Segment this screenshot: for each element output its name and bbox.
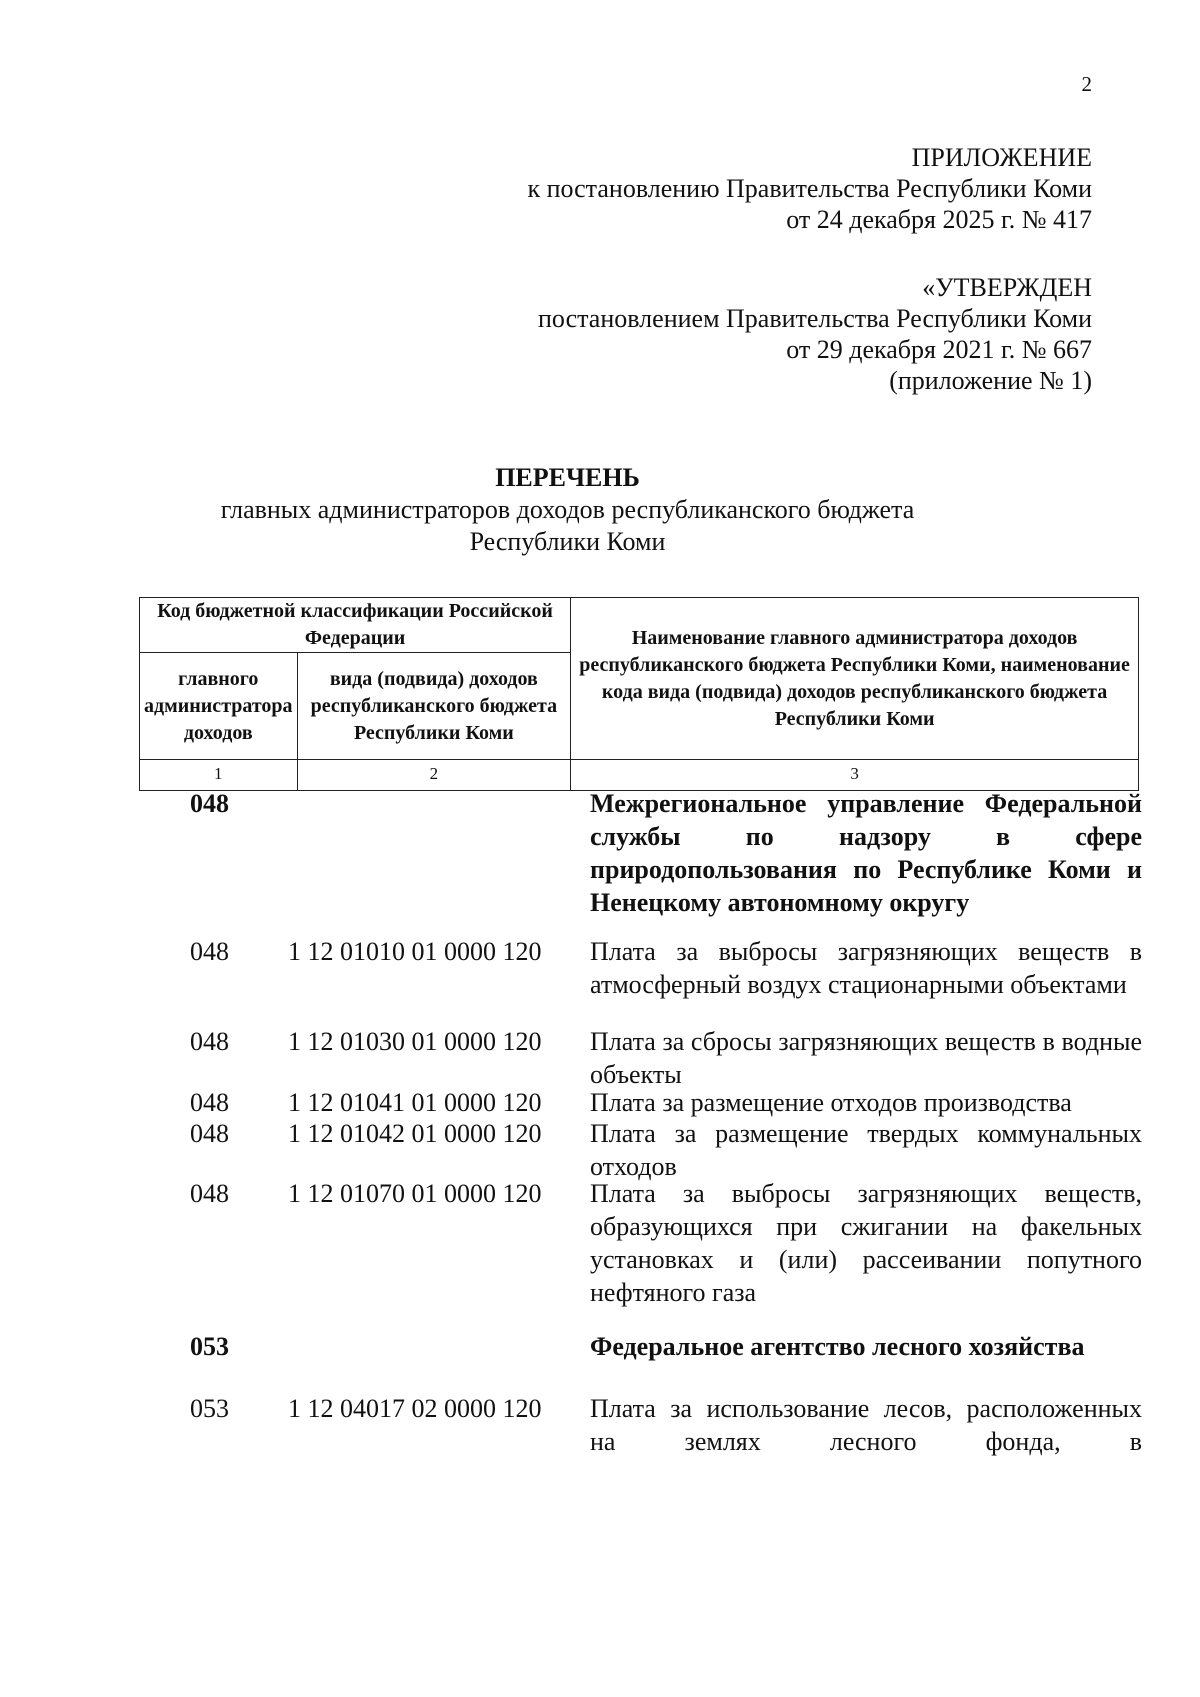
header-group-cell: Код бюджетной классификации Российской Федерации [140,598,571,653]
row-name: Плата за использование лесов, расположенных на землях лесного фонда, в [590,1394,1142,1456]
document-title: ПЕРЕЧЕНЬ [495,463,640,492]
row-name: Плата за выбросы загрязняющих веществ, образующихся при сжигании на факельных установках и (или) рассеивании попутного нефтяного газа [590,1179,1142,1307]
header-code-cell: вида (подвида) доходов республиканского бюджета Республики Коми [297,653,571,760]
header-num-2: 2 [297,760,571,791]
row-admin-code: 048 [190,1027,229,1056]
approved-label: «УТВЕРЖДЕН [922,273,1092,302]
row-name: Федеральное агентство лесного хозяйства [590,1332,1085,1361]
row-income-code: 1 12 04017 02 0000 120 [288,1394,542,1423]
subtitle-line-1: главных администраторов доходов республиканского бюджета [220,495,915,524]
row-admin-code: 048 [190,1088,229,1117]
approved-resolution: постановлением Правительства Республики Коми [538,304,1092,333]
document-subtitle [0,494,1135,558]
row-income-code: 1 12 01041 01 0000 120 [288,1088,542,1117]
appendix-resolution: к постановлению Правительства Республики Коми [527,174,1092,203]
row-name: Плата за размещение твердых коммунальных отходов [590,1119,1142,1181]
appendix-date: от 24 декабря 2025 г. № 417 [786,205,1092,234]
row-name: Межрегиональное управление Федеральной службы по надзору в сфере природопользования по Республике Коми и Ненецкому автономному округу [590,789,1142,917]
row-admin-code: 048 [190,1179,229,1208]
row-name: Плата за выбросы загрязняющих веществ в атмосферный воздух стационарными объектами [590,937,1142,999]
row-income-code: 1 12 01030 01 0000 120 [288,1027,542,1056]
row-name: Плата за сбросы загрязняющих веществ в водные объекты [590,1027,1142,1089]
row-income-code: 1 12 01070 01 0000 120 [288,1179,542,1208]
row-income-code: 1 12 01010 01 0000 120 [288,937,542,966]
row-name: Плата за размещение отходов производства [590,1088,1072,1117]
row-income-code: 1 12 01042 01 0000 120 [288,1119,542,1148]
appendix-label: ПРИЛОЖЕНИЕ [911,143,1092,172]
row-admin-code: 053 [190,1332,229,1361]
row-admin-code: 053 [190,1394,229,1423]
row-admin-code: 048 [190,789,229,818]
row-admin-code: 048 [190,937,229,966]
header-num-1: 1 [140,760,298,791]
classification-header-table [139,597,1139,791]
approved-appendix-number: (приложение № 1) [889,366,1092,395]
header-admin-cell: главного администратора доходов [140,653,298,760]
header-name-cell: Наименование главного администратора доходов республиканского бюджета Республики Коми, наименование кода вида (подвида) доходов республиканского бюджета Республики Коми [571,598,1139,760]
page-number: 2 [1081,72,1092,96]
header-num-3: 3 [571,760,1139,791]
subtitle-line-2: Республики Коми [469,527,666,556]
approved-block [538,272,1092,396]
appendix-block [527,142,1092,235]
approved-date: от 29 декабря 2021 г. № 667 [786,335,1092,364]
row-admin-code: 048 [190,1119,229,1148]
